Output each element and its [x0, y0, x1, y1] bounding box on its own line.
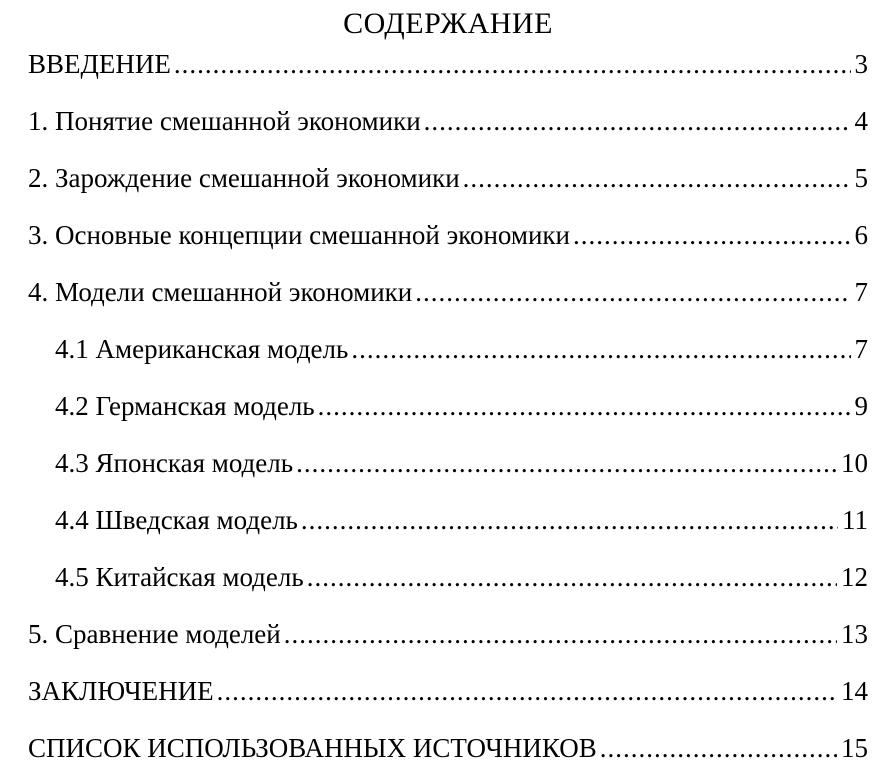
dot-leader: [415, 275, 850, 309]
dot-leader: [463, 161, 851, 195]
toc-entry-label: СПИСОК ИСПОЛЬЗОВАННЫХ ИСТОЧНИКОВ: [28, 733, 597, 763]
toc-entry-page: 4: [854, 106, 868, 136]
toc-entry-page: 14: [841, 676, 868, 706]
toc-entry-section-4-4[interactable]: [28, 503, 868, 537]
toc-entry-page: 7: [854, 277, 868, 307]
toc-entry-label: 2. Зарождение смешанной экономики: [28, 163, 460, 193]
toc-entry-label: 3. Основные концепции смешанной экономики: [28, 220, 570, 250]
toc-entry-introduction[interactable]: [28, 47, 868, 81]
toc-entry-section-4[interactable]: [28, 275, 868, 309]
toc-entry-label: 4. Модели смешанной экономики: [28, 277, 413, 307]
toc-entry-page: 9: [854, 391, 868, 421]
toc-entry-page: 13: [841, 619, 868, 649]
toc-entry-section-1[interactable]: [28, 104, 868, 138]
toc-entry-label: 4.3 Японская модель: [55, 448, 294, 478]
toc-title: [28, 5, 868, 42]
toc-entry-label: ЗАКЛЮЧЕНИЕ: [28, 676, 214, 706]
dot-leader: [573, 218, 851, 252]
toc-entry-section-4-1[interactable]: [28, 332, 868, 366]
dot-leader: [424, 104, 851, 138]
toc-entry-section-4-3[interactable]: [28, 446, 868, 480]
toc-entry-page: 11: [842, 505, 868, 535]
toc-entry-page: 6: [854, 220, 868, 250]
dot-leader: [284, 617, 837, 651]
toc-entry-label: 4.5 Китайская модель: [55, 562, 304, 592]
dot-leader: [600, 731, 837, 765]
toc-entry-page: 7: [854, 334, 868, 364]
toc-entry-label: 4.4 Шведская модель: [55, 505, 298, 535]
toc-entry-page: 15: [841, 733, 868, 763]
toc-entry-label: 1. Понятие смешанной экономики: [28, 106, 421, 136]
toc-entry-section-3[interactable]: [28, 218, 868, 252]
toc-entry-section-4-2[interactable]: [28, 389, 868, 423]
toc-entry-section-4-5[interactable]: [28, 560, 868, 594]
dot-leader: [217, 674, 837, 708]
dot-leader: [174, 47, 851, 81]
toc-entry-conclusion[interactable]: [28, 674, 868, 708]
dot-leader: [301, 503, 838, 537]
toc-entry-label: ВВЕДЕНИЕ: [28, 49, 171, 79]
dot-leader: [296, 446, 837, 480]
toc-entry-section-2[interactable]: [28, 161, 868, 195]
toc-entry-label: 5. Сравнение моделей: [28, 619, 281, 649]
toc-entry-label: 4.2 Германская модель: [55, 391, 315, 421]
toc-entry-page: 5: [854, 163, 868, 193]
toc-entry-label: 4.1 Американская модель: [55, 334, 349, 364]
toc-entry-references[interactable]: [28, 731, 868, 765]
toc-entry-page: 10: [841, 448, 868, 478]
toc-entry-section-5[interactable]: [28, 617, 868, 651]
toc-title-text: СОДЕРЖАНИЕ: [343, 7, 553, 40]
toc-entry-page: 12: [841, 562, 868, 592]
dot-leader: [307, 560, 837, 594]
dot-leader: [351, 332, 850, 366]
dot-leader: [318, 389, 851, 423]
toc-entry-page: 3: [854, 49, 868, 79]
